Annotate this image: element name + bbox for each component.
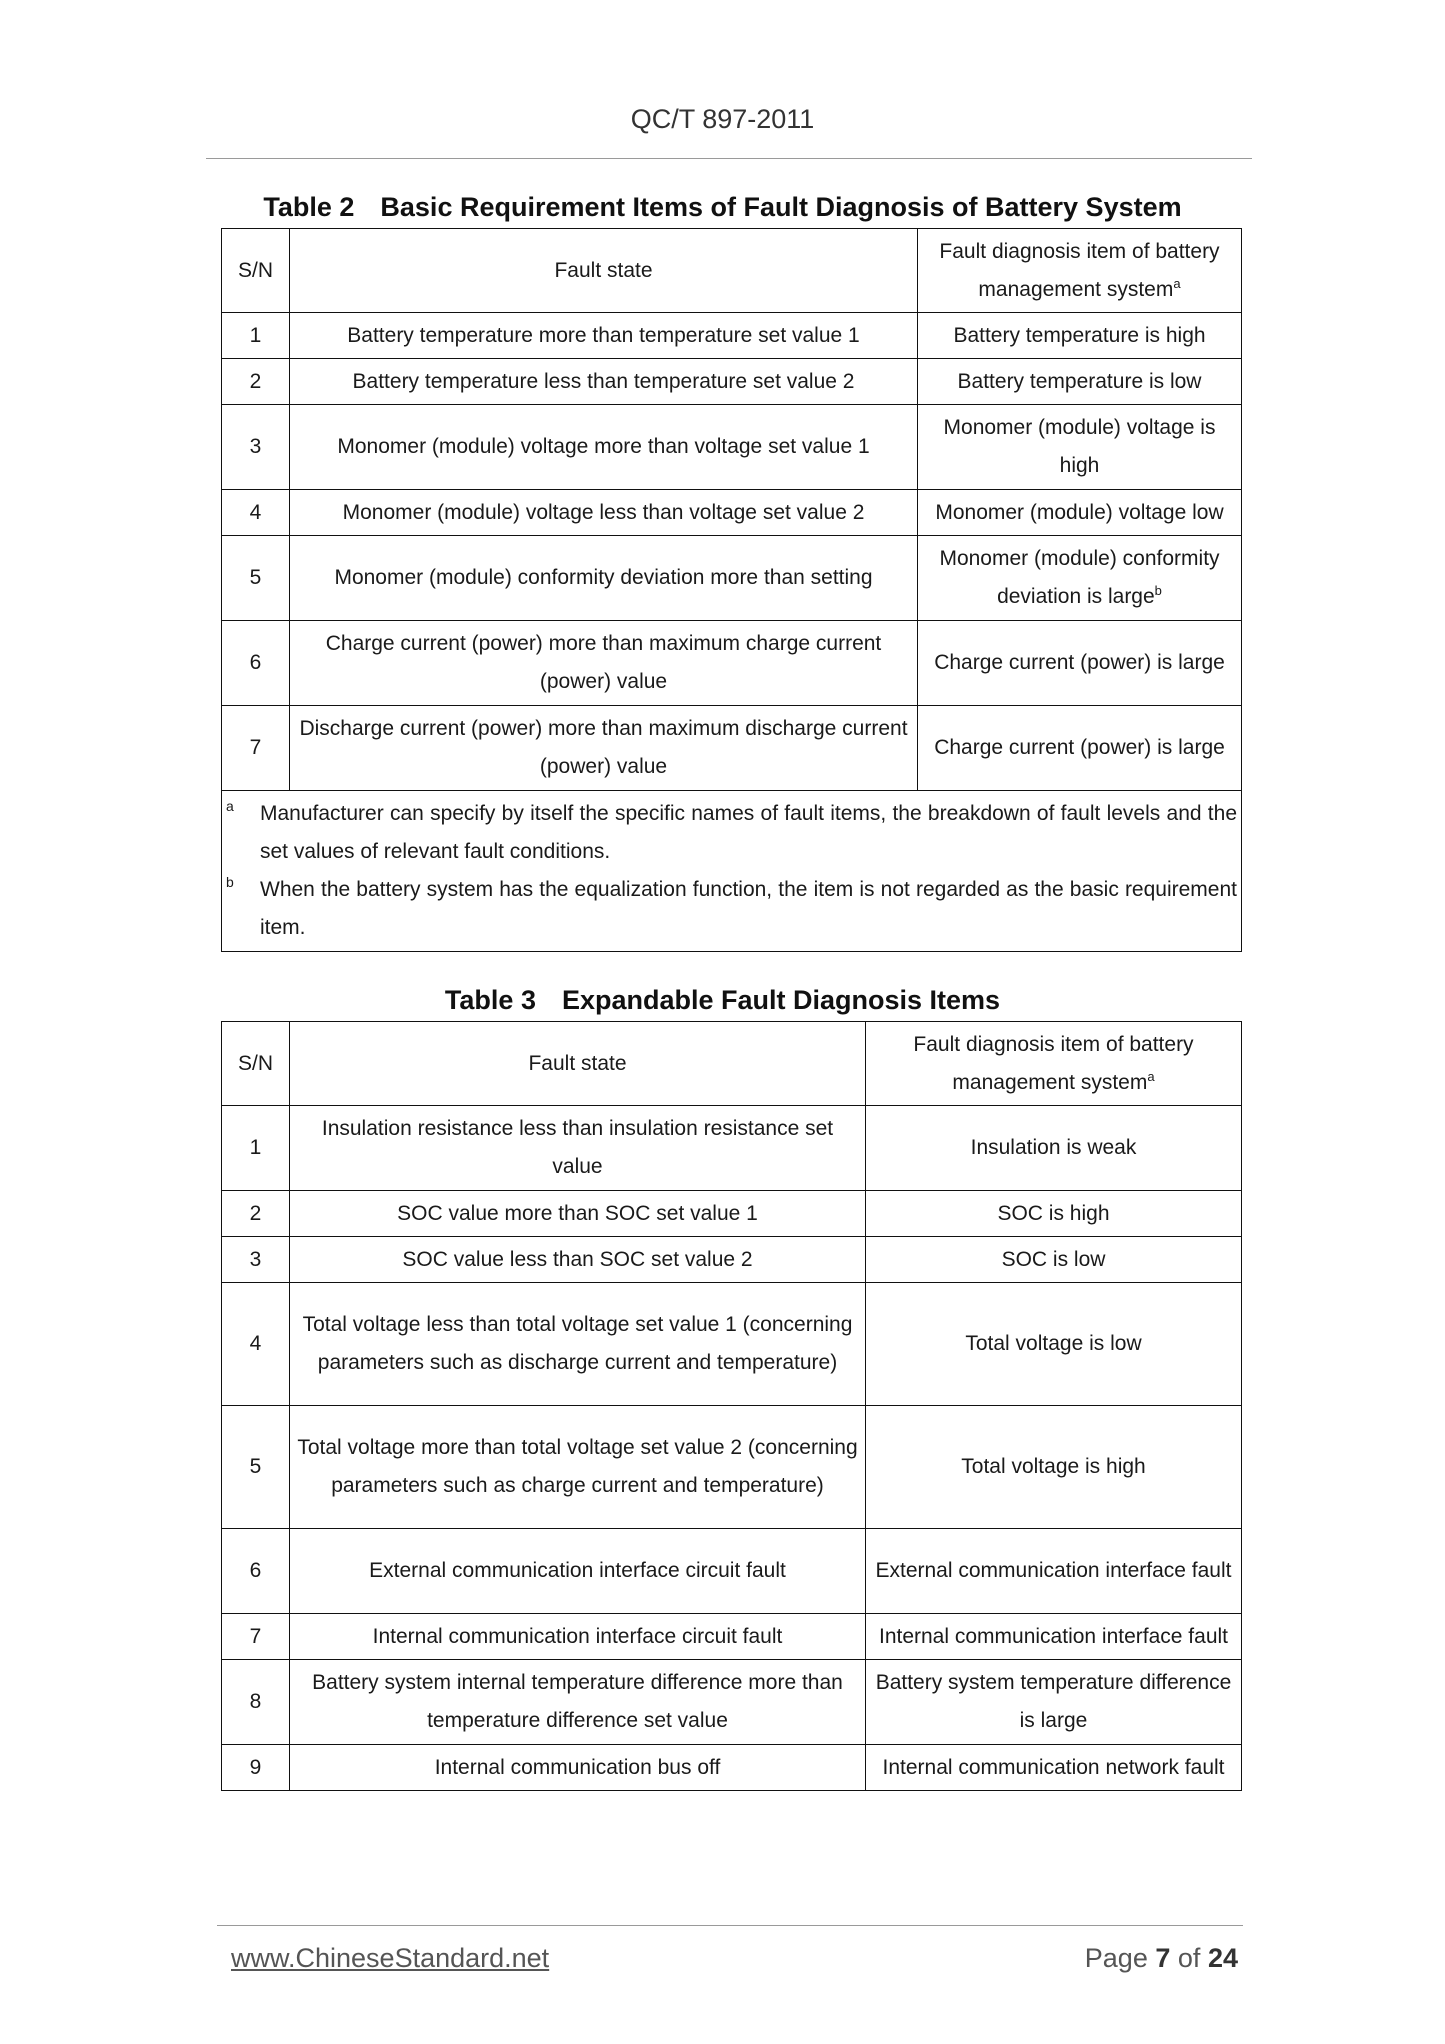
table2-header-row [222,229,1242,313]
table-row [222,490,1242,536]
row-diagnosis-item: Insulation is weak [866,1106,1242,1191]
table-row [222,536,1242,621]
row-sn: 4 [222,1283,290,1406]
table3-header-sn: S/N [222,1022,290,1106]
row-diagnosis-item: External communication interface fault [866,1529,1242,1614]
page-current: 7 [1155,1943,1171,1973]
row-fault-state: SOC value more than SOC set value 1 [290,1191,866,1237]
table2-header-state: Fault state [290,229,918,313]
row-diagnosis-item: SOC is high [866,1191,1242,1237]
row-diagnosis-item: Battery temperature is high [918,313,1242,359]
row-diagnosis-item: Charge current (power) is large [918,706,1242,791]
table2-header-item-text: Fault diagnosis item of battery management system [939,239,1220,301]
document-code-header: QC/T 897-2011 [630,104,815,134]
row-sn: 3 [222,405,290,490]
row-fault-state: Monomer (module) voltage less than voltage set value 2 [290,490,918,536]
page-indicator [1085,1943,1238,1974]
table-row [222,621,1242,706]
table3-caption [0,985,1445,1016]
row-sn: 6 [222,621,290,706]
row-fault-state: Internal communication interface circuit fault [290,1614,866,1660]
row-sn: 6 [222,1529,290,1614]
table2-header-sn: S/N [222,229,290,313]
table2-notes [222,791,1242,952]
row-diagnosis-item: Total voltage is high [866,1406,1242,1529]
row-fault-state: Internal communication bus off [290,1745,866,1791]
row-diagnosis-item: Total voltage is low [866,1283,1242,1406]
table-row [222,1745,1242,1791]
row-diagnosis-item: Battery system temperature difference is large [866,1660,1242,1745]
row-diagnosis-item: Charge current (power) is large [918,621,1242,706]
row-sn: 3 [222,1237,290,1283]
table-row [222,706,1242,791]
row-fault-state: Total voltage less than total voltage set value 1 (concerning parameters such as discharge current and temperature) [290,1283,866,1406]
table-row [222,313,1242,359]
table-note [222,795,1239,871]
table2-caption-number: Table 2 [263,192,355,222]
footnote-ref-a: a [1173,275,1181,291]
website-link[interactable]: www.ChineseStandard.net [231,1943,550,1973]
table3-header-item-text: Fault diagnosis item of battery management system [913,1032,1194,1094]
row-sn: 5 [222,1406,290,1529]
row-sn: 2 [222,1191,290,1237]
row-fault-state: Discharge current (power) more than maximum discharge current (power) value [290,706,918,791]
page-total: 24 [1207,1943,1238,1973]
row-sn: 8 [222,1660,290,1745]
table-row [222,405,1242,490]
row-sn: 1 [222,1106,290,1191]
row-fault-state: Charge current (power) more than maximum charge current (power) value [290,621,918,706]
row-diagnosis-item: Monomer (module) voltage is high [918,405,1242,490]
row-sn: 2 [222,359,290,405]
table-row [222,1614,1242,1660]
row-fault-state: Total voltage more than total voltage set value 2 (concerning parameters such as charge current and temperature) [290,1406,866,1529]
row-fault-state: Battery system internal temperature difference more than temperature difference set value [290,1660,866,1745]
note-text: When the battery system has the equalization function, the item is not regarded as the basic requirement item. [260,878,1237,939]
row-sn: 7 [222,706,290,791]
row-diagnosis-item: SOC is low [866,1237,1242,1283]
table3-header-item [866,1022,1242,1106]
row-fault-state: Battery temperature more than temperature set value 1 [290,313,918,359]
table-row [222,1237,1242,1283]
row-sn: 1 [222,313,290,359]
row-diagnosis-item: Internal communication interface fault [866,1614,1242,1660]
table2-caption [0,192,1445,223]
table2-notes-row [222,791,1242,952]
table-row [222,1660,1242,1745]
footnote-ref-a: a [1147,1068,1155,1084]
row-diagnosis-item-text: Monomer (module) conformity deviation is large [939,547,1220,608]
table2-caption-title: Basic Requirement Items of Fault Diagnosis of Battery System [380,192,1182,222]
row-diagnosis-item [918,536,1242,621]
footer-divider [217,1925,1243,1926]
row-diagnosis-item: Battery temperature is low [918,359,1242,405]
header-divider [206,158,1252,159]
table3-caption-title: Expandable Fault Diagnosis Items [561,985,1001,1015]
table3-header-row [222,1022,1242,1106]
row-sn: 7 [222,1614,290,1660]
table-row [222,1406,1242,1529]
table-note [222,871,1239,947]
row-fault-state: SOC value less than SOC set value 2 [290,1237,866,1283]
table-row [222,1529,1242,1614]
table2 [221,228,1242,952]
note-mark: b [226,874,234,890]
table2-header-item [918,229,1242,313]
row-diagnosis-item: Monomer (module) voltage low [918,490,1242,536]
table-row [222,359,1242,405]
row-fault-state: Insulation resistance less than insulation resistance set value [290,1106,866,1191]
table-row [222,1283,1242,1406]
note-text: Manufacturer can specify by itself the specific names of fault items, the breakdown of fault levels and the set values of relevant fault conditions. [260,802,1237,863]
row-diagnosis-item: Internal communication network fault [866,1745,1242,1791]
table3-caption-number: Table 3 [444,985,536,1015]
table-row [222,1106,1242,1191]
row-fault-state: Monomer (module) voltage more than voltage set value 1 [290,405,918,490]
table3-header-state: Fault state [290,1022,866,1106]
note-mark: a [226,798,234,814]
row-sn: 4 [222,490,290,536]
footnote-ref-b: b [1154,583,1162,598]
table-row [222,1191,1242,1237]
page-of: of [1177,1943,1201,1973]
row-fault-state: External communication interface circuit fault [290,1529,866,1614]
table3 [221,1021,1242,1791]
row-sn: 5 [222,536,290,621]
row-fault-state: Monomer (module) conformity deviation more than setting [290,536,918,621]
page-word: Page [1084,1943,1148,1973]
row-fault-state: Battery temperature less than temperature set value 2 [290,359,918,405]
row-sn: 9 [222,1745,290,1791]
